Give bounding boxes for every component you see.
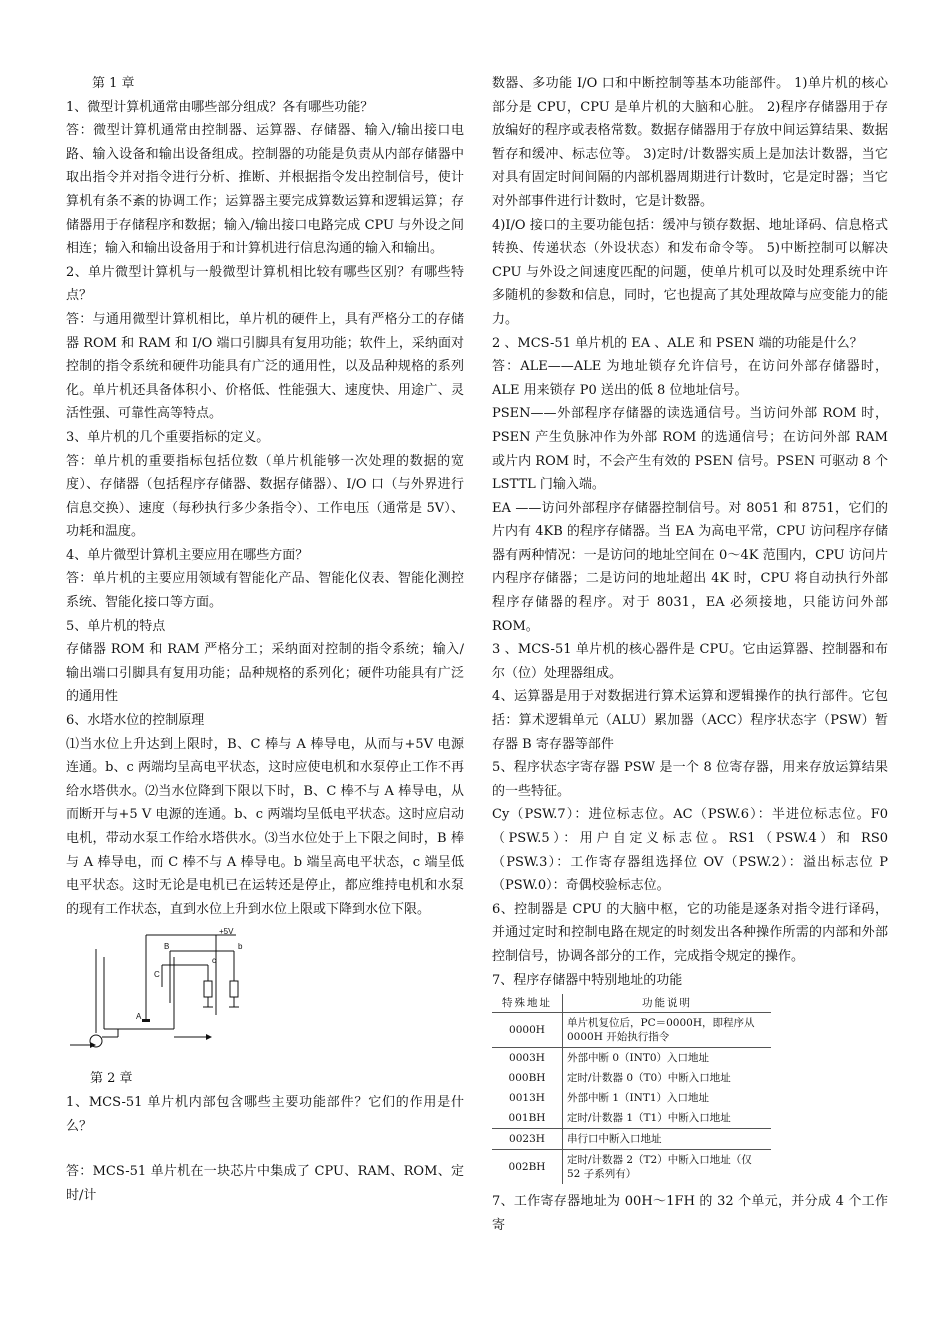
paragraph: 6、控制器是 CPU 的大脑中枢，它的功能是逐条对指令进行译码，并通过定时和控制电路在规定的时刻发出各种操作所需的内部和外部控制信号，协调各部分的工作，完成指令规定的操作。 [492, 901, 888, 964]
right-column [492, 72, 888, 1237]
paragraph: 4、运算器是用于对数据进行算术运算和逻辑操作的执行部件。它包括：算术逻辑单元（ALU）累加器（ACC）程序状态字（PSW）暂存器 B 寄存器等部件 [492, 689, 888, 752]
rod-c-label: C [154, 970, 160, 980]
paragraph: 答：单片机的重要指标包括位数（单片机能够一次处理的数据的宽度）、存储器（包括程序存储器、数据存储器）、I/O 口（与外界进行信息交换）、速度（每秒执行多少条指令）、工作电压（通常是 5V）、功耗和温度。 [66, 453, 464, 540]
table-row [492, 1088, 771, 1108]
table-row [492, 1108, 771, 1129]
table-row [492, 1129, 771, 1150]
paragraph: 答：微型计算机通常由控制器、运算器、存储器、输入/输出接口电路、输入设备和输出设备组成。控制器的功能是负责从内部存储器中取出指令并对指令进行分析、推断、并根据指令发出控制信号，使计算机有条不紊的协调工作；运算器主要完成算数运算和逻辑运算；存储器用于存储程序和数据；输入/输出接口电路完成 CPU 与外设之间相连；输入和输出设备用于和计算机进行信息沟通的输入和输出。 [66, 123, 464, 257]
table-row [492, 1150, 771, 1185]
paragraph: 1、微型计算机通常由哪些部分组成？各有哪些功能？ [66, 99, 374, 115]
paragraph: 数器、多功能 I/O 口和中断控制等基本功能部件。 1)单片机的核心部分是 CPU，CPU 是单片机的大脑和心脏。 2)程序存储器用于存放编好的程序或表格常数。数据存储器用于存放中间运算结果、数据暂存和缓冲、标志位等。 3)定时/计数器实质上是加法计数器，当它对具有固定时间间隔的内部机器周期进行计数时，它是定时器；当它对外部事件进行计数时，它是计数器。 [492, 76, 888, 209]
table-cell-address: 0000H [492, 1013, 563, 1048]
table-cell-function: 定时/计数器 2（T2）中断入口地址（仅 52 子系列有） [567, 1154, 752, 1181]
table-cell-function: 外部中断 0（INT0）入口地址 [567, 1052, 710, 1065]
paragraph: 3 、MCS-51 单片机的核心器件是 CPU。它由运算器、控制器和布尔（位）处理器组成。 [492, 642, 888, 681]
table-cell-address: 0013H [492, 1088, 563, 1108]
table-row [492, 1013, 771, 1048]
table-cell-function: 定时/计数器 1（T1）中断入口地址 [563, 1108, 772, 1129]
paragraph: 存储器 ROM 和 RAM 严格分工；采纳面对控制的指令系统；输入/输出端口引脚具有复用功能；品种规格的系列化；硬件功能具有广泛的通用性 [66, 642, 464, 705]
paragraph: 4)I/O 接口的主要功能包括：缓冲与锁存数据、地址译码、信息格式转换、传递状态（外设状态）和发布命令等。 5)中断控制可以解决 CPU 与外设之间速度匹配的问题，使单片机可以及时处理系统中许多随机的参数和信息，同时，它也提高了其处理故障与应变能力的能力。 [492, 217, 888, 327]
left-column [66, 72, 464, 1207]
right-text-block-b [492, 1190, 888, 1237]
paragraph: 答：与通用微型计算机相比，单片机的硬件上，具有严格分工的存储器 ROM 和 RAM 和 I/O 端口引脚具有复用功能；软件上，采纳面对控制的指令系统和硬件功能具有广泛的通用性，以及品种规格的系列化。单片机还具备体积小、价格低、性能强大、速度快、用途广、灵活性强、可靠性高等特点。 [66, 311, 464, 422]
chapter-1-title: 第 1 章 [92, 76, 135, 91]
right-text-block-a [492, 72, 888, 992]
table-cell-function: 串行口中断入口地址 [563, 1129, 772, 1150]
left-text-block-b [66, 1091, 464, 1207]
paragraph: 答：单片机的主要应用领域有智能化产品、智能化仪表、智能化测控系统、智能化接口等方面。 [66, 571, 464, 611]
paragraph: 7、工作寄存器地址为 00H～1FH 的 32 个单元，并分成 4 个工作寄 [492, 1194, 888, 1233]
paragraph: 2 、MCS-51 单片机的 EA 、ALE 和 PSEN 端的功能是什么？ [492, 335, 863, 351]
rod-a-label: A [136, 1012, 142, 1022]
paragraph: ⑴当水位上升达到上限时，B、C 棒与 A 棒导电，从而与+5V 电源连通。b、c 两端均呈高电平状态，这时应使电机和水泵停止工作不再给水塔供水。⑵当水位降到下限以下时，B、C 棒不与 A 棒导电，从而断开与+5 V 电源的连通。b、c 两端均呈低电平状态。这时应启动电机，带动水泵工作给水塔供水。⑶当水位处于上下限之间时，B 棒与 A 棒导电，而 C 棒不与 A 棒导电。b 端呈高电平状态，c 端呈低电平状态。这时无论是电机已在运转还是停止，都应维持电机和水泵的现有工作状态，直到水位上升到水位上限或下降到水位下限。 [66, 736, 464, 917]
paragraph: 7、程序存储器中特别地址的功能 [492, 972, 683, 988]
table-cell-address: 001BH [492, 1108, 563, 1129]
table-cell-function: 单片机复位后，PC＝0000H，即程序从 0000H 开始执行指令 [563, 1013, 772, 1048]
table-header-address: 特殊地址 [492, 994, 563, 1013]
paragraph: EA ——访问外部程序存储器控制信号。对 8051 和 8751，它们的片内有 4KB 的程序存储器。当 EA 为高电平常，CPU 访问程序存储器有两种情况：一是访问的地址空间在 0～4K 范围内，CPU 访问片内程序存储器；二是访问的地址超出 4K 时，CPU 将自动执行外部程序存储器的程序。对于 8031，EA 必须接地，只能访问外部 ROM。 [492, 500, 888, 634]
paragraph: 6、水塔水位的控制原理 [66, 713, 205, 729]
paragraph: Cy（PSW.7）：进位标志位。AC（PSW.6）：半进位标志位。F0（PSW.5）：用户自定义标志位。RS1（PSW.4）和 RS0（PSW.3）：工作寄存器组选择位 OV（PSW.2）：溢出标志位 P（PSW.0）：奇偶校验标志位。 [492, 807, 888, 894]
left-text-block-a [66, 96, 464, 922]
paragraph: 答：ALE——ALE 为地址锁存允许信号，在访问外部存储器时，ALE 用来锁存 P0 送出的低 8 位地址信号。 [492, 359, 888, 398]
water-tower-diagram [66, 927, 266, 1057]
special-address-table [492, 994, 771, 1184]
paragraph: 答：MCS-51 单片机在一块芯片中集成了 CPU、RAM、ROM、定时/计 [66, 1164, 464, 1203]
table-cell-address: 0003H [492, 1048, 563, 1069]
table-cell-function: 外部中断 1（INT1）入口地址 [567, 1092, 710, 1105]
terminal-c-label: c [212, 956, 216, 966]
paragraph: 3、单片机的几个重要指标的定义。 [66, 429, 270, 445]
paragraph: 1、MCS-51 单片机内部包含哪些主要功能部件？它们的作用是什么？ [66, 1094, 464, 1134]
table-header-function: 功能说明 [563, 994, 772, 1013]
rod-b-label: B [164, 942, 170, 952]
paragraph: PSEN——外部程序存储器的读选通信号。当访问外部 ROM 时，PSEN 产生负脉冲作为外部 ROM 的选通信号；在访问外部 RAM 或片内 ROM 时，不会产生有效的 PSEN 信号。PSEN 可驱动 8 个 LSTTL 门输入端。 [492, 406, 888, 493]
paragraph: 5、单片机的特点 [66, 618, 166, 634]
table-row [492, 1068, 771, 1088]
table-cell-address: 0023H [492, 1129, 563, 1150]
terminal-b-label: b [238, 942, 243, 952]
paragraph: 4、单片微型计算机主要应用在哪些方面？ [66, 547, 309, 563]
paragraph: 2、单片微型计算机与一般微型计算机相比较有哪些区别？有哪些特点？ [66, 264, 464, 304]
chapter-2-title: 第 2 章 [90, 1071, 133, 1087]
table-cell-function: 定时/计数器 0（T0）中断入口地址 [567, 1072, 731, 1085]
table-cell-address: 002BH [492, 1150, 563, 1185]
table-row [492, 1048, 771, 1069]
table-cell-address: 000BH [492, 1068, 563, 1088]
supply-label: +5V [219, 927, 234, 937]
paragraph: 5、程序状态字寄存器 PSW 是一个 8 位寄存器，用来存放运算结果的一些特征。 [492, 760, 888, 799]
